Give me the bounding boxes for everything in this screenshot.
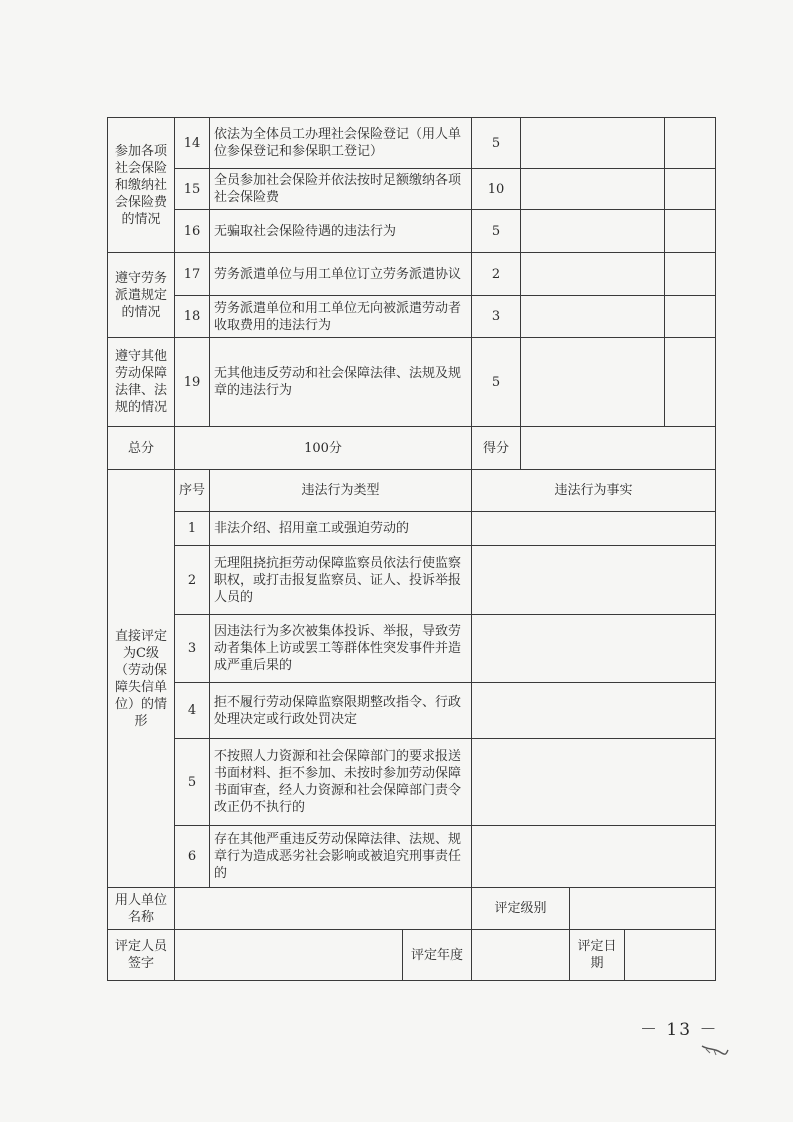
criterion-text: 无其他违反劳动和社会保障法律、法规及规章的违法行为 [210, 338, 472, 427]
total-value: 100分 [175, 427, 472, 470]
criterion-text: 劳务派遣单位和用工单位无向被派遣劳动者收取费用的违法行为 [210, 296, 472, 338]
violation-type: 因违法行为多次被集体投诉、举报，导致劳动者集体上访或罢工等群体性突发事件并造成严重后果的 [210, 615, 472, 683]
got-score-label: 得分 [472, 427, 521, 470]
violation-number: 5 [175, 739, 210, 826]
seq-header: 序号 [175, 470, 210, 512]
got-score-cell[interactable] [521, 427, 716, 470]
rating-level-field[interactable] [570, 888, 716, 930]
rating-year-label: 评定年度 [403, 930, 472, 981]
full-score: 5 [472, 210, 521, 253]
violation-number: 2 [175, 546, 210, 615]
row-number: 17 [175, 253, 210, 296]
score-cell[interactable] [521, 296, 665, 338]
employer-name-label: 用人单位名称 [108, 888, 175, 930]
remark-cell[interactable] [665, 296, 716, 338]
score-cell[interactable] [521, 210, 665, 253]
score-cell[interactable] [521, 338, 665, 427]
row-number: 14 [175, 118, 210, 169]
row-number: 19 [175, 338, 210, 427]
violation-type: 存在其他严重违反劳动保障法律、法规、规章行为造成恶劣社会影响或被追究刑事责任的 [210, 826, 472, 888]
violation-fact-cell[interactable] [472, 546, 716, 615]
rating-date-field[interactable] [625, 930, 716, 981]
page-number: － 13 － [640, 1020, 719, 1040]
remark-cell[interactable] [665, 169, 716, 210]
pen-mark-icon [700, 1040, 730, 1058]
violation-fact-cell[interactable] [472, 683, 716, 739]
total-label: 总分 [108, 427, 175, 470]
row-number: 16 [175, 210, 210, 253]
violation-type: 拒不履行劳动保障监察限期整改指令、行政处理决定或行政处罚决定 [210, 683, 472, 739]
section-other: 遵守其他劳动保障法律、法规的情况 [108, 338, 175, 427]
criterion-text: 全员参加社会保险并依法按时足额缴纳各项社会保险费 [210, 169, 472, 210]
violation-number: 1 [175, 512, 210, 546]
score-cell[interactable] [521, 118, 665, 169]
row-number: 18 [175, 296, 210, 338]
rating-level-label: 评定级别 [472, 888, 570, 930]
score-cell[interactable] [521, 253, 665, 296]
employer-name-field[interactable] [175, 888, 472, 930]
remark-cell[interactable] [665, 118, 716, 169]
violation-fact-cell[interactable] [472, 739, 716, 826]
violation-type-header: 违法行为类型 [210, 470, 472, 512]
rating-date-label: 评定日期 [570, 930, 625, 981]
violation-fact-cell[interactable] [472, 615, 716, 683]
violation-type: 无理阻挠抗拒劳动保障监察员依法行使监察职权，或打击报复监察员、证人、投诉举报人员的 [210, 546, 472, 615]
violation-number: 6 [175, 826, 210, 888]
section-dispatch: 遵守劳务派遣规定的情况 [108, 253, 175, 338]
remark-cell[interactable] [665, 253, 716, 296]
criterion-text: 劳务派遣单位与用工单位订立劳务派遣协议 [210, 253, 472, 296]
rater-sign-label: 评定人员签字 [108, 930, 175, 981]
violation-number: 4 [175, 683, 210, 739]
section-direct-c: 直接评定为C级（劳动保障失信单位）的情形 [108, 470, 175, 888]
full-score: 5 [472, 118, 521, 169]
violation-fact-cell[interactable] [472, 512, 716, 546]
criterion-text: 依法为全体员工办理社会保险登记（用人单位参保登记和参保职工登记） [210, 118, 472, 169]
full-score: 5 [472, 338, 521, 427]
rating-year-field[interactable] [472, 930, 570, 981]
full-score: 3 [472, 296, 521, 338]
criterion-text: 无骗取社会保险待遇的违法行为 [210, 210, 472, 253]
violation-type: 非法介绍、招用童工或强迫劳动的 [210, 512, 472, 546]
full-score: 10 [472, 169, 521, 210]
section-social-insurance: 参加各项社会保险和缴纳社会保险费的情况 [108, 118, 175, 253]
row-number: 15 [175, 169, 210, 210]
remark-cell[interactable] [665, 210, 716, 253]
rater-sign-field[interactable] [175, 930, 403, 981]
violation-type: 不按照人力资源和社会保障部门的要求报送书面材料、拒不参加、未按时参加劳动保障书面审查，经人力资源和社会保障部门责令改正仍不执行的 [210, 739, 472, 826]
full-score: 2 [472, 253, 521, 296]
violation-fact-header: 违法行为事实 [472, 470, 716, 512]
remark-cell[interactable] [665, 338, 716, 427]
violation-fact-cell[interactable] [472, 826, 716, 888]
score-cell[interactable] [521, 169, 665, 210]
violation-number: 3 [175, 615, 210, 683]
evaluation-table [107, 117, 716, 981]
